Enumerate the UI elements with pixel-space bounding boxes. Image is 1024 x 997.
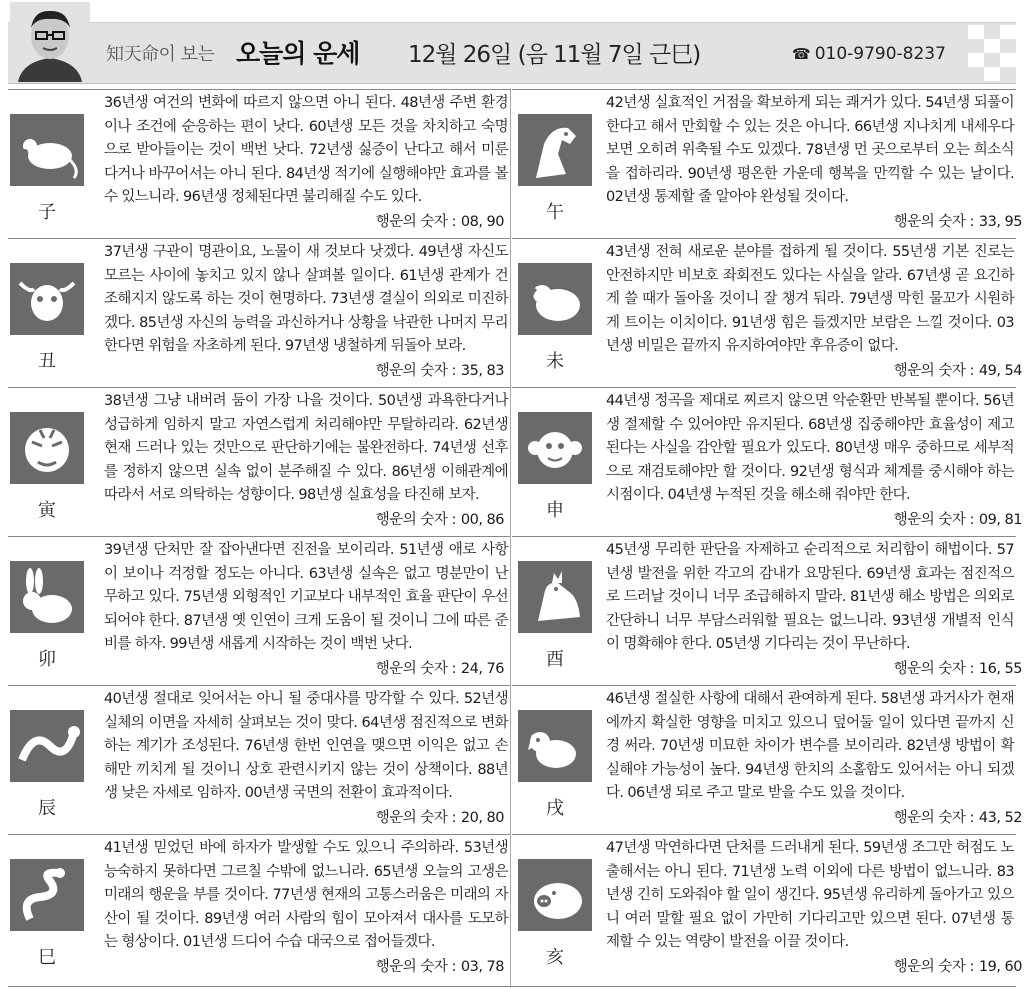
zodiac-hanja: 辰 <box>38 798 56 819</box>
lucky-numbers <box>370 508 504 529</box>
lucky-numbers <box>888 210 1022 231</box>
zodiac-entry <box>512 686 1024 835</box>
monkey-icon <box>518 412 592 484</box>
lucky-value: 35, 83 <box>460 363 504 379</box>
fortune-body: 40년생 절대로 잊어서는 아니 될 중대사를 망각할 수 있다. 52년생 실체의 이면을 자세히 살펴보는 것이 맞다. 64년생 점진적으로 변화하는 계기가 조성된다. 76년생 한번 인연을 맺으면 이익은 없고 손해만 끼치게 될 것이니 상호 관련시키지 않는 것이 상책이다. 88년생 낮은 자세로 임하자. 00년생 국면의 전환이 효과적이다. <box>104 691 508 802</box>
horse-icon <box>518 114 592 186</box>
zodiac-hanja: 寅 <box>38 500 56 521</box>
fortune-text <box>104 688 508 806</box>
zodiac-hanja: 子 <box>38 202 56 223</box>
dragon-icon <box>10 710 84 782</box>
zodiac-entry <box>0 537 510 686</box>
lucky-numbers <box>370 359 504 380</box>
zodiac-entry <box>512 835 1024 984</box>
lucky-label: 행운의 숫자 : <box>893 512 974 528</box>
zodiac-hanja: 未 <box>546 351 564 372</box>
fortune-body: 37년생 구관이 명관이요, 노물이 새 것보다 낫겠다. 49년생 자신도 모르는 사이에 놓치고 있지 않나 살펴볼 일이다. 61년생 관계가 건조해지지 않도록 하는 것이 현명하다. 73년생 결실이 의외로 미진하겠다. 85년생 자신의 능력을 과신하거나 상황을 낙관한 나머지 무리한다면 위험을 자초하게 된다. 97년생 냉철하게 뒤돌아 보라. <box>104 244 508 355</box>
lucky-numbers <box>888 955 1022 976</box>
fortune-text <box>606 390 1014 508</box>
fortune-text <box>104 837 508 955</box>
date-text: 12월 26일 (음 11월 7일 근巳) <box>408 42 701 68</box>
fortune-body: 38년생 그냥 내버려 둠이 가장 나을 것이다. 50년생 과욕한다거나 성급하게 임하지 말고 자연스럽게 처리해야만 무탈하리라. 62년생 현재 드러나 있는 것만으로 판단하기에는 불완전하다. 74년생 선후를 정하지 않으면 실속 없이 분주해질 수 있다. 86년생 이해관계에 따라서 서로 의탁하는 성향이다. 98년생 실효성을 타진해 보자. <box>104 393 508 504</box>
zodiac-hanja: 戌 <box>546 798 564 819</box>
phone-icon: ☎ <box>792 45 811 63</box>
fortune-text <box>606 539 1014 657</box>
lucky-numbers <box>370 210 504 231</box>
zodiac-hanja: 丑 <box>38 351 56 372</box>
lucky-value: 20, 80 <box>460 810 504 826</box>
fortune-body: 41년생 믿었던 바에 하자가 발생할 수도 있으니 주의하라. 53년생 능숙하지 못하다면 그르칠 수밖에 없느니라. 65년생 오늘의 고생은 미래의 행운을 부를 것이다. 77년생 현재의 고통스러움은 미래의 자산이 될 것이다. 89년생 여러 사람의 힘이 모아져서 대사를 도모하는 형상이다. 01년생 드디어 수습 대국으로 접어들겠다. <box>104 840 508 951</box>
zodiac-hanja: 酉 <box>546 649 564 670</box>
lucky-value: 03, 78 <box>460 959 504 975</box>
fortune-text <box>606 837 1014 955</box>
rat-icon <box>10 114 84 186</box>
zodiac-entry <box>512 537 1024 686</box>
zodiac-hanja: 午 <box>546 202 564 223</box>
lucky-label: 행운의 숫자 : <box>893 363 974 379</box>
zodiac-entry <box>512 90 1024 239</box>
fortune-text <box>606 92 1014 210</box>
lucky-value: 43, 52 <box>978 810 1022 826</box>
lucky-label: 행운의 숫자 : <box>375 959 456 975</box>
zodiac-hanja: 巳 <box>38 947 56 968</box>
zodiac-entry <box>0 239 510 388</box>
fortune-body: 39년생 단처만 잘 잡아낸다면 진전을 보이리라. 51년생 애로 사항이 보이나 걱정할 정도는 아니다. 63년생 실속은 없고 명분만이 난무하고 있다. 75년생 외형적인 기교보다 내부적인 효율 판단이 우선되어야 한다. 87년생 옛 인연이 크게 도움이 될 것이니 그에 따른 준비를 하자. 99년생 새롭게 시작하는 것이 백번 낫다. <box>104 542 508 653</box>
sheep-icon <box>518 263 592 335</box>
zodiac-entry <box>0 686 510 835</box>
column-divider <box>510 88 511 986</box>
zodiac-hanja: 亥 <box>546 947 564 968</box>
fortune-body: 44년생 정곡을 제대로 찌르지 않으면 악순환만 반복될 뿐이다. 56년생 절제할 수 있어야만 유지된다. 68년생 집중해야만 효율성이 제고된다는 사실을 감안할 필요가 있도다. 80년생 매우 중하므로 세부적으로 재검토해야만 할 것이다. 92년생 형식과 체계를 중시해야 하는 시점이다. 04년생 누적된 것을 해소해 줘야만 한다. <box>606 393 1014 504</box>
rooster-icon <box>518 561 592 633</box>
lucky-value: 33, 95 <box>978 214 1022 230</box>
lucky-numbers <box>370 955 504 976</box>
lucky-label: 행운의 숫자 : <box>893 214 974 230</box>
lucky-value: 00, 86 <box>460 512 504 528</box>
zodiac-entry <box>512 388 1024 537</box>
lucky-numbers <box>888 657 1022 678</box>
lucky-numbers <box>888 806 1022 827</box>
pig-icon <box>518 859 592 931</box>
checker-pattern-decoration <box>968 25 1016 81</box>
lucky-label: 행운의 숫자 : <box>375 512 456 528</box>
lucky-value: 09, 81 <box>978 512 1022 528</box>
fortune-text <box>104 241 508 359</box>
lucky-value: 49, 54 <box>978 363 1022 379</box>
fortune-text <box>104 390 508 508</box>
lucky-label: 행운의 숫자 : <box>893 810 974 826</box>
lucky-numbers <box>888 508 1022 529</box>
lucky-label: 행운의 숫자 : <box>375 363 456 379</box>
bottom-border <box>8 986 1016 987</box>
zodiac-entry <box>0 835 510 984</box>
fortune-text <box>104 92 508 210</box>
fortune-body: 36년생 여건의 변화에 따르지 않으면 아니 된다. 48년생 주변 환경이나 조건에 순응하는 편이 낫다. 60년생 모든 것을 차치하고 숙명으로 받아들이는 것이 백번 낫다. 72년생 싫증이 난다고 해서 미룬다거나 바꾸어서는 아니 된다. 84년생 적기에 실행해야만 효과를 볼 수 있느니라. 96년생 정체된다면 불리해질 수도 있다. <box>104 95 508 206</box>
lucky-value: 24, 76 <box>460 661 504 677</box>
author-photo <box>10 2 90 82</box>
fortune-body: 47년생 막연하다면 단처를 드러내게 된다. 59년생 조그만 허점도 노출해서는 아니 된다. 71년생 노력 이외에 다른 방법이 없느니라. 83년생 긴히 도와줘야 할 일이 생긴다. 95년생 유리하게 돌아가고 있으니 여러 말할 필요 없이 가만히 기다리고만 있으면 된다. 07년생 통제할 수 있는 역량이 발전을 이끌 것이다. <box>606 840 1014 951</box>
zodiac-entry <box>0 388 510 537</box>
zodiac-hanja: 申 <box>546 500 564 521</box>
fortune-body: 46년생 절실한 사항에 대해서 관여하게 된다. 58년생 과거사가 현재에까지 확실한 영향을 미치고 있으니 덮어둘 일이 있다면 끝까지 신경 써라. 70년생 미묘한 차이가 변수를 보이리라. 82년생 방법이 확실해야 가능성이 높다. 94년생 한치의 소홀함도 있어서는 아니 되겠다. 06년생 되로 주고 말로 받을 수도 있을 것이다. <box>606 691 1014 802</box>
lucky-value: 08, 90 <box>460 214 504 230</box>
column-label: 知天命이 보는 <box>106 44 215 65</box>
lucky-label: 행운의 숫자 : <box>375 810 456 826</box>
lucky-numbers <box>888 359 1022 380</box>
rabbit-icon <box>10 561 84 633</box>
lucky-label: 행운의 숫자 : <box>893 959 974 975</box>
lucky-value: 16, 55 <box>978 661 1022 677</box>
zodiac-hanja: 卯 <box>38 649 56 670</box>
fortune-text <box>104 539 508 657</box>
lucky-numbers <box>370 657 504 678</box>
lucky-label: 행운의 숫자 : <box>375 661 456 677</box>
ox-icon <box>10 263 84 335</box>
fortune-body: 45년생 무리한 판단을 자제하고 순리적으로 처리함이 해법이다. 57년생 발전을 위한 각고의 감내가 요망된다. 69년생 효과는 점진적으로 드러날 것이니 너무 조급해하지 말라. 81년생 해소 방법은 의외로 간단하니 너무 부담스러워할 필요는 없느니라. 93년생 개별적 인식이 명확해야 한다. 05년생 기다리는 것이 무난하다. <box>606 542 1014 653</box>
fortune-body: 43년생 전혀 새로운 분야를 접하게 될 것이다. 55년생 기본 진로는 안전하지만 비보호 좌회전도 있다는 사실을 알라. 67년생 곧 요긴하게 쓸 때가 돌아올 것이니 잘 챙겨 둬라. 79년생 막힌 물꼬가 시원하게 트이는 이치이다. 91년생 힘은 들겠지만 보람은 느낄 것이다. 03년생 비밀은 끝까지 유지하여야만 후유증이 없다. <box>606 244 1014 355</box>
tiger-icon <box>10 412 84 484</box>
lucky-label: 행운의 숫자 : <box>375 214 456 230</box>
header <box>0 0 1024 88</box>
zodiac-entry <box>512 239 1024 388</box>
snake-icon <box>10 859 84 931</box>
fortune-body: 42년생 실효적인 거점을 확보하게 되는 쾌거가 있다. 54년생 되풀이 한다고 해서 만회할 수 있는 것은 아니다. 66년생 지나치게 내세우다 보면 오히려 위축될 수도 있겠다. 78년생 먼 곳으로부터 오는 희소식을 접하리라. 90년생 평온한 가운데 행복을 만끽할 수 있는 날이다. 02년생 통제할 줄 알아야 완성될 것이다. <box>606 95 1014 206</box>
lucky-value: 19, 60 <box>978 959 1022 975</box>
lucky-numbers <box>370 806 504 827</box>
phone-contact <box>792 44 946 64</box>
phone-number: 010-9790-8237 <box>814 44 946 64</box>
lucky-label: 행운의 숫자 : <box>893 661 974 677</box>
page-title: 오늘의 운세 <box>236 39 360 68</box>
fortune-text <box>606 688 1014 806</box>
zodiac-entry <box>0 90 510 239</box>
fortune-text <box>606 241 1014 359</box>
dog-icon <box>518 710 592 782</box>
